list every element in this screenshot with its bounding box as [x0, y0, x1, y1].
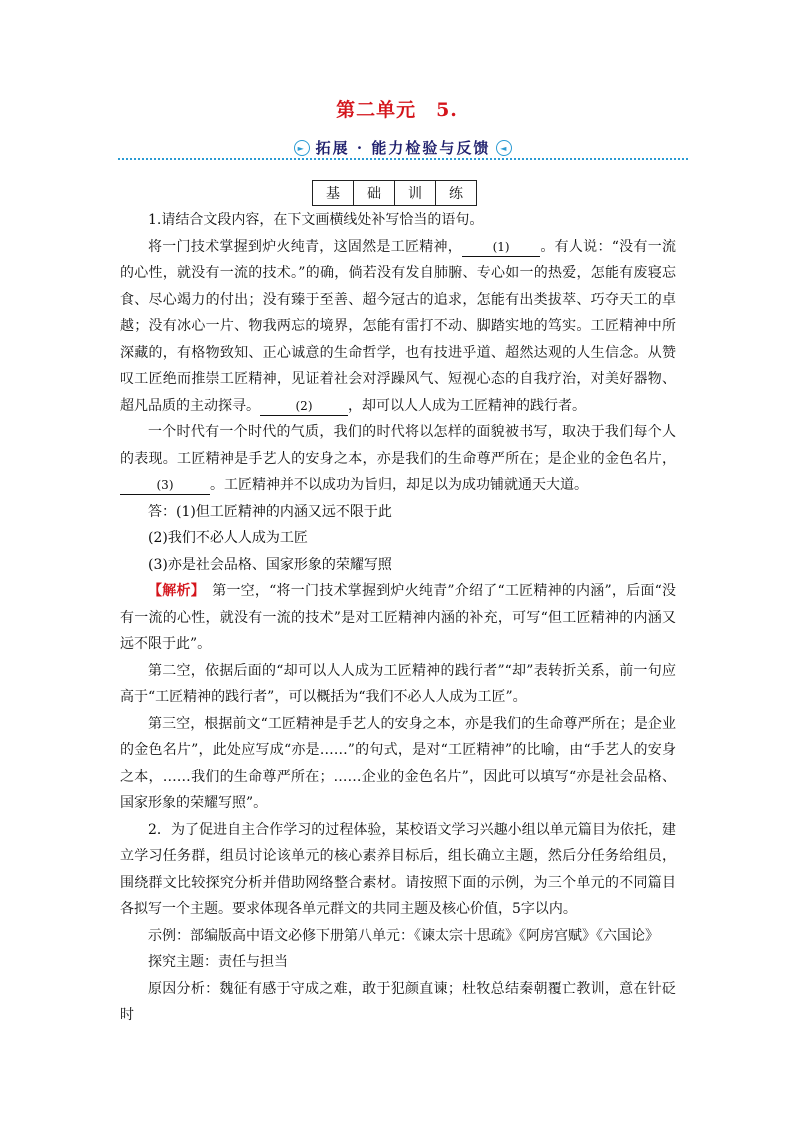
passage-text: 一个时代有一个时代的气质，我们的时代将以怎样的面貌被书写，取决于我们每个人的表现。工匠精神是手艺人的安身之本，亦是我们的生命尊严所在；是企业的金色名片，: [120, 424, 676, 467]
question-2-theme: 探究主题：责任与担当: [148, 954, 288, 970]
unit-title: 第二单元 5.: [336, 99, 458, 121]
banner-title-row: [118, 137, 688, 158]
section-label-char: 基: [313, 181, 354, 206]
answer-text: (1)但工匠精神的内涵又远不限于此: [176, 503, 392, 520]
question-1-prompt: 1.请结合文段内容，在下文画横线处补写恰当的语句。: [148, 212, 484, 228]
banner-divider: [118, 158, 688, 160]
analysis-paragraph-1: [120, 578, 676, 658]
section-banner: [118, 136, 688, 166]
answer-line-2: (2)我们不必人人成为工匠: [148, 530, 308, 546]
question-2-prompt: 2．为了促进自主合作学习的过程体验，某校语文学习兴趣小组以单元篇目为依托，建立学习任务群，组员讨论该单元的核心素养目标后，组长确立主题，然后分任务给组员，围绕群文比较探究分析并借助网络整合素材。请按照下面的示例，为三个单元的不同篇目各拟写一个主题。要求体现各单元群文的共同主题及核心价值，5字以内。: [120, 821, 676, 917]
answer-blank-3: (3): [120, 476, 210, 495]
answer-blank-1: (1): [462, 238, 540, 257]
question-1-paragraph-2: [120, 419, 676, 499]
analysis-text: 第一空，“将一门技术掌握到炉火纯青”介绍了“工匠精神的内涵”，后面“没有一流的心性，就没有一流的技术”是对工匠精神内涵的补充，可写“但工匠精神的内涵又远不限于此”。: [120, 583, 677, 652]
answer-blank-2: (2): [260, 397, 348, 416]
passage-text: ，却可以人人成为工匠精神的践行者。: [348, 397, 586, 414]
question-1-paragraph-1: [120, 234, 676, 420]
analysis-paragraph-3: 第三空，根据前文“工匠精神是手艺人的安身之本，亦是我们的生命尊严所在；是企业的金色名片”，此处应写成“亦是……”的句式，是对“工匠精神”的比喻，由“手艺人的安身之本，……我们的生命尊严所在；……企业的金色名片”，因此可以填写“亦是社会品格、国家形象的荣耀写照”。: [120, 715, 676, 811]
document-body: [120, 207, 676, 1029]
section-label-char: 础: [354, 181, 395, 206]
passage-text: 。工匠精神并不以成功为旨归，却足以为成功铺就通天大道。: [210, 477, 588, 493]
answer-line-3: (3)亦是社会品格、国家形象的荣耀写照: [148, 556, 392, 573]
play-arrow-icon: ►: [294, 140, 310, 156]
section-label-char: 训: [395, 181, 436, 206]
analysis-paragraph-2: 第二空，依据后面的“却可以人人成为工匠精神的践行者”“却”表转折关系，前一句应高于“工匠精神的践行者”，可以概括为“我们不必人人成为工匠”。: [120, 662, 676, 705]
back-arrow-icon: ◄: [496, 140, 512, 156]
answer-line-1: [120, 499, 676, 526]
question-2-example: 示例：部编版高中语文必修下册第八单元：《谏太宗十思疏》《阿房宫赋》《六国论》: [148, 927, 659, 944]
section-label-table: [312, 180, 477, 206]
section-label-char: 练: [436, 181, 477, 206]
answer-label: 答：: [148, 503, 176, 520]
analysis-tag: 【解析】: [148, 583, 198, 599]
passage-text: 。有人说：“没有一流的心性，就没有一流的技术。”的确，倘若没有发自肺腑、专心如一的热爱，怎能有废寝忘食、尽心竭力的付出；没有臻于至善、超今冠古的追求，怎能有出类拔萃、巧夺天工的卓越；没有冰心一片、物我两忘的境界，怎能有雷打不动、脚踏实地的笃实。工匠精神中所深藏的，有格物致知、正心诚意的生命哲学，也有技进乎道、超然达观的人生信念。从赞叹工匠绝而推崇工匠精神，见证着社会对浮躁风气、短视心态的自我疗治，对美好器物、超凡品质的主动探寻。: [120, 238, 676, 414]
question-2-reason: 原因分析：魏征有感于守成之难，敢于犯颜直谏；杜牧总结秦朝覆亡教训，意在针砭时: [120, 980, 676, 1023]
banner-title: 拓展 · 能力检验与反馈: [315, 139, 491, 157]
passage-text: 将一门技术掌握到炉火纯青，这固然是工匠精神，: [148, 238, 463, 255]
